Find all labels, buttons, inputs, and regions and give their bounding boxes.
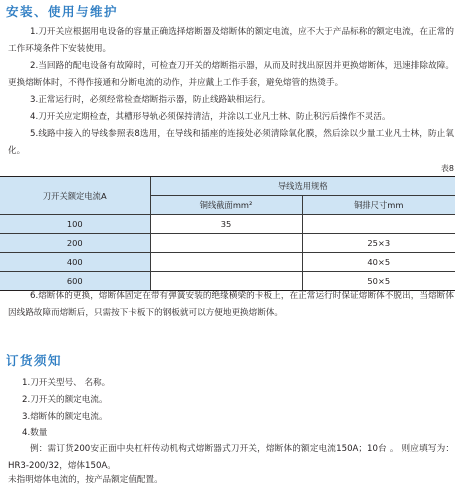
cell-current: 400 xyxy=(0,253,150,272)
wire-spec-table xyxy=(0,176,455,291)
cell-bar: 50×5 xyxy=(302,272,455,291)
section-install-title: 安装、使用与维护 xyxy=(6,4,119,19)
install-item-4: 4.刀开关应定期检查，其槽形导轨必须保持清洁，并涂以工业凡士林、防止积污后操作不灵活。 xyxy=(30,112,391,122)
header-wire-spec: 导线选用规格 xyxy=(150,177,455,196)
install-item-2: 2.当回路的配电设备有故障时，可检查刀开关的熔断指示器，从而及时找出原因并更换熔断体，迅速排除故障。更换熔断体时，不得作接通和分断电流的动作，并应戴上工作手套，避免熔管的热烫手。 xyxy=(8,61,454,88)
header-copper-bar: 铜排尺寸mm xyxy=(302,196,455,215)
install-item-5: 5.线路中接入的导线参照表8选用，在导线和插座的连接处必须清除氧化膜，然后涂以少量工业凡士林，防止氧化。 xyxy=(8,129,454,156)
cell-bar xyxy=(302,215,455,234)
header-rated-current: 刀开关额定电流A xyxy=(0,177,150,215)
cell-wire: 35 xyxy=(150,215,302,234)
table-row xyxy=(0,253,455,272)
header-copper-wire: 铜线截面mm² xyxy=(150,196,302,215)
order-item-3: 3.熔断体的额定电流。 xyxy=(22,412,108,422)
cell-current: 100 xyxy=(0,215,150,234)
cell-wire xyxy=(150,234,302,253)
cell-wire xyxy=(150,253,302,272)
table-row xyxy=(0,234,455,253)
order-item-1: 1.刀开关型号、 名称。 xyxy=(22,378,111,388)
order-item-4: 4.数量 xyxy=(22,428,48,438)
table-row xyxy=(0,215,455,234)
install-item-6: 6.熔断体的更换，熔断体固定在带有弹簧安装的绝缘横梁的卡板上，在正常运行时保证熔断体不脱出，当熔断体因线路故障而熔断后，只需按下卡板下的钢板就可以方便地更换熔断体。 xyxy=(8,291,454,318)
table-header-row xyxy=(0,177,455,196)
install-item-1: 1.刀开关应根据用电设备的容量正确选择熔断器及熔断体的额定电流，应不大于产品标称的额定电流，在正常的工作环境条件下安装使用。 xyxy=(8,27,454,54)
cell-bar: 40×5 xyxy=(302,253,455,272)
cell-bar: 25×3 xyxy=(302,234,455,253)
order-note: 未指明熔体电流的，按产品额定值配置。 xyxy=(8,475,163,485)
section-order-title: 订货须知 xyxy=(6,353,63,368)
cell-current: 600 xyxy=(0,272,150,291)
order-example: 例：需订货200安正面中央杠杆传动机构式熔断器式刀开关，熔断体的额定电流150A；10台 。 则应填写为：HR3-200/32，熔体150A。 xyxy=(8,444,454,471)
install-item-3: 3.正常运行时，必须经常检查熔断指示器，防止线路缺相运行。 xyxy=(30,95,271,105)
order-item-2: 2.刀开关的额定电流。 xyxy=(22,395,108,405)
table-caption: 表8 xyxy=(440,164,454,173)
cell-current: 200 xyxy=(0,234,150,253)
